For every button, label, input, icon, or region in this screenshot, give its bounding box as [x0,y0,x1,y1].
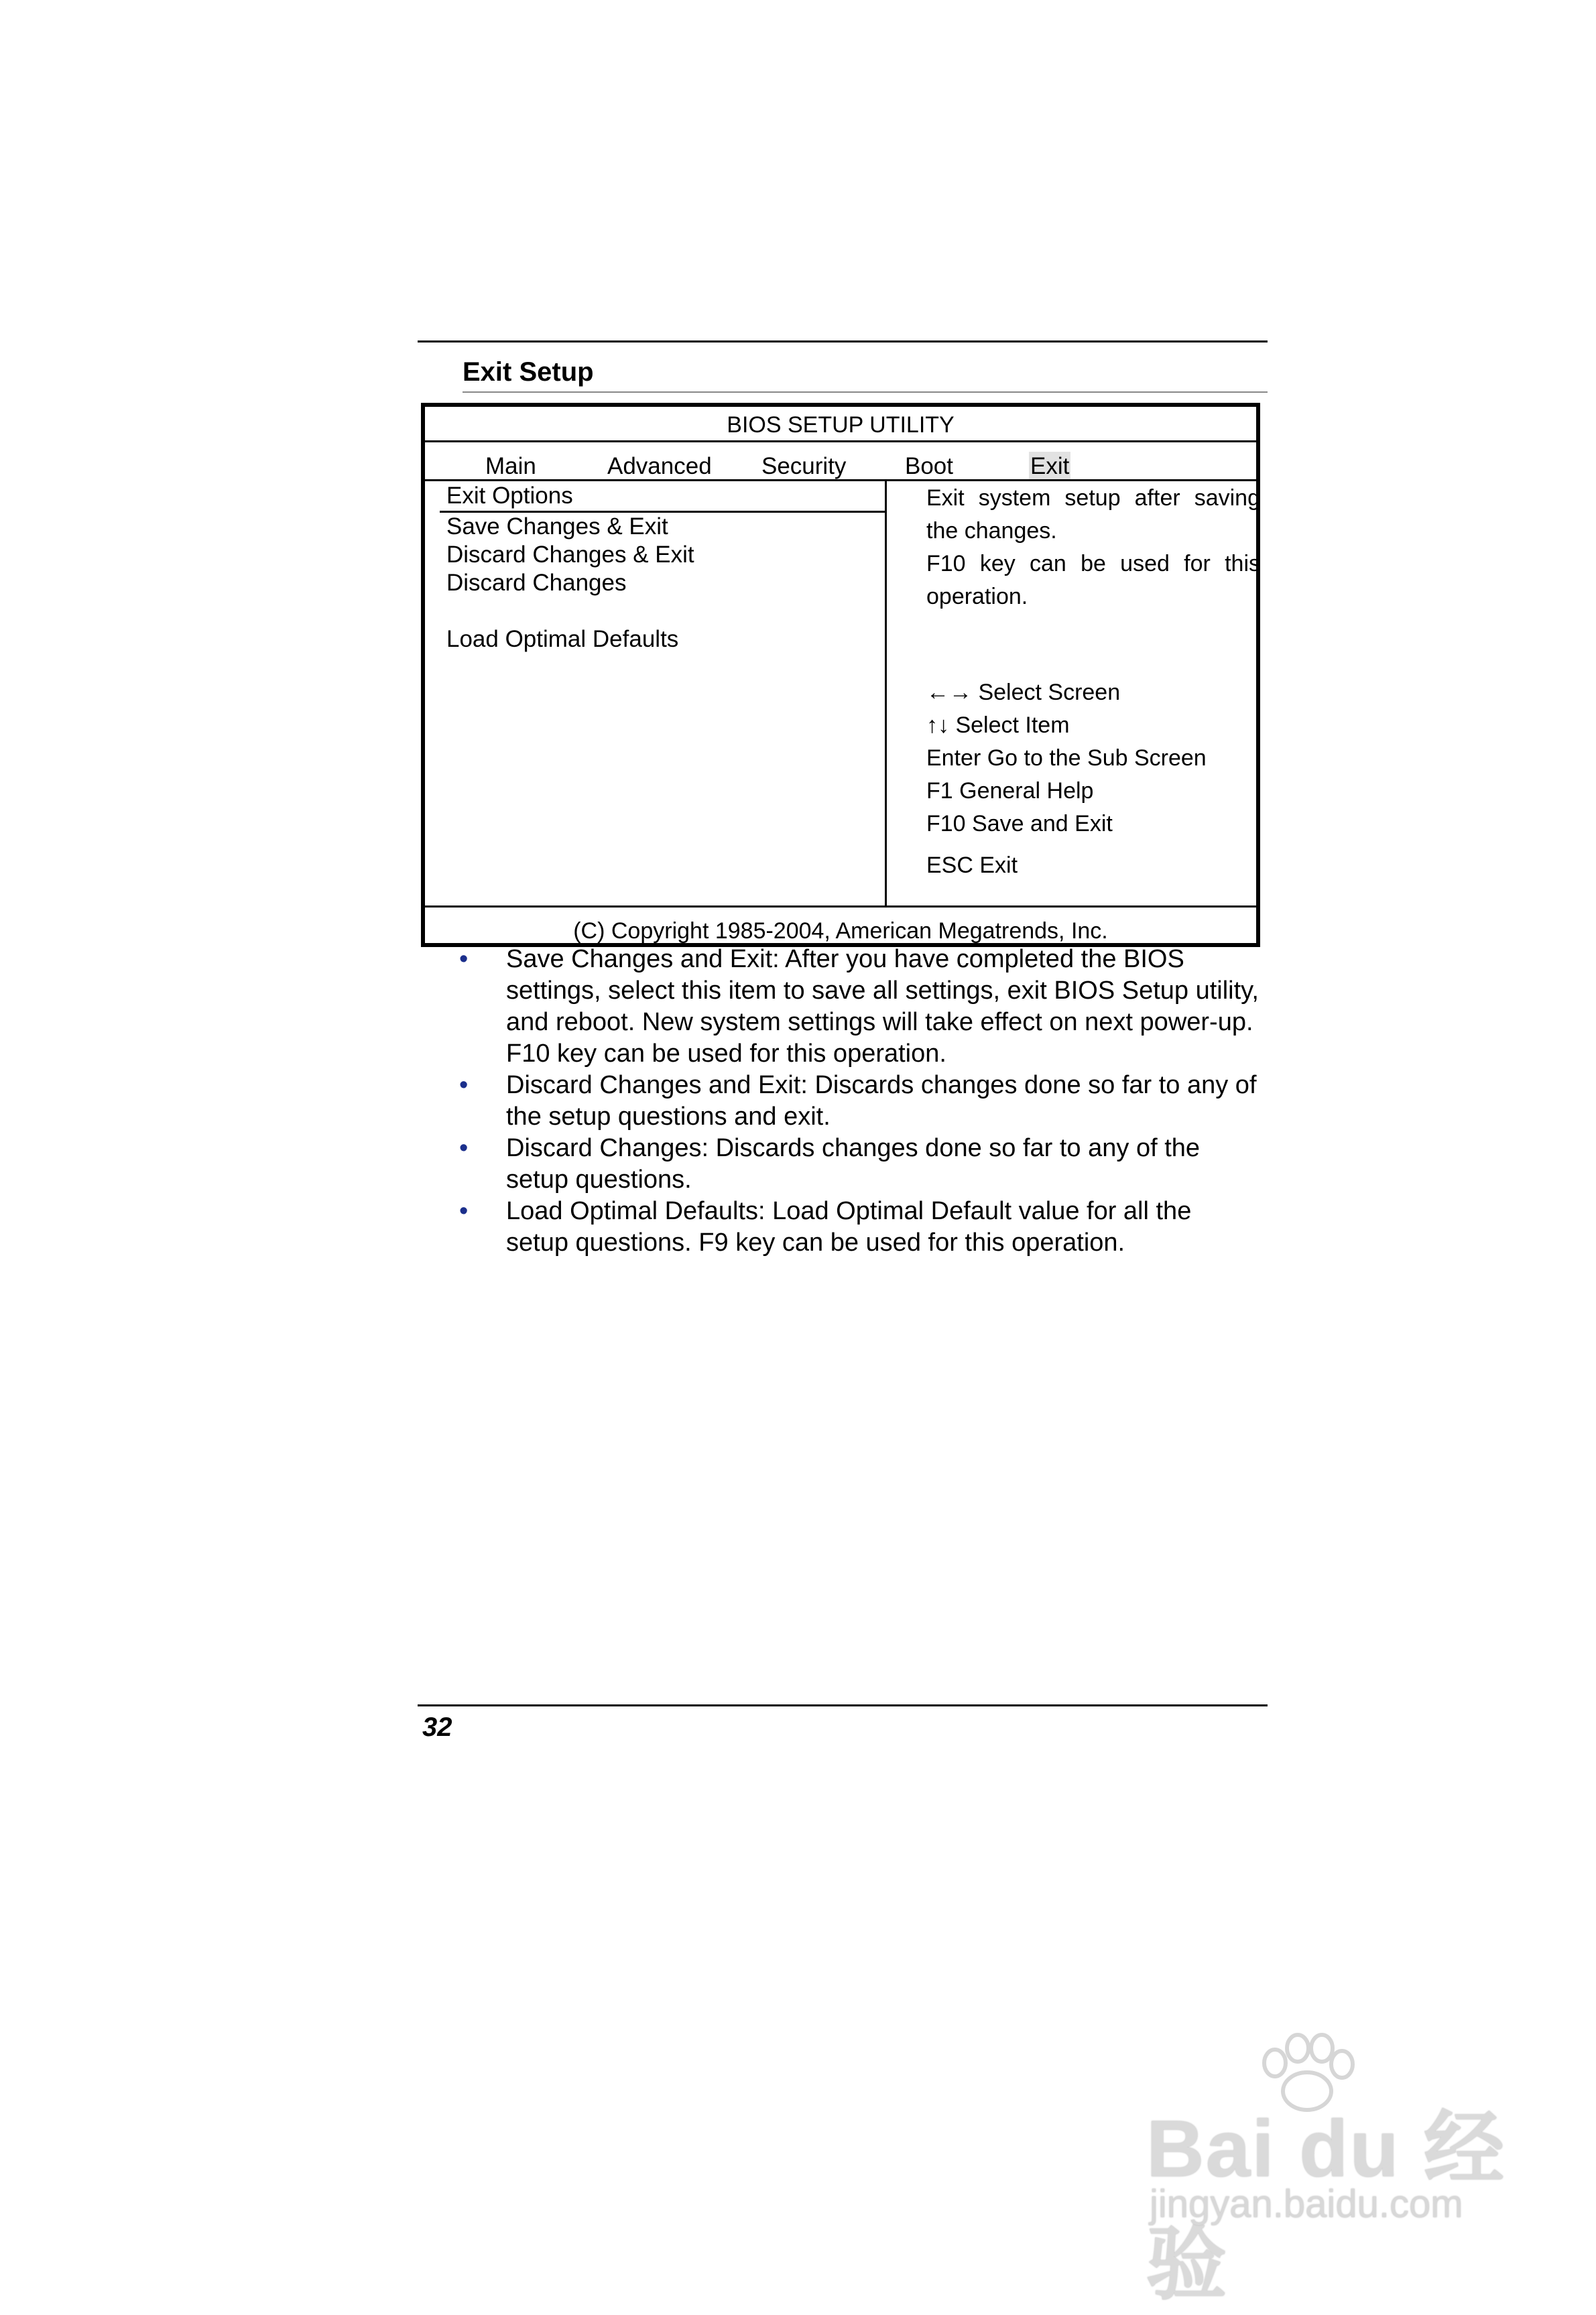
list-item-text: Load Optimal Defaults: Load Optimal Default value for all the setup questions. F9 key can be used for this operation. [506,1197,1192,1257]
watermark-brand: Bai du 经验 [1146,2104,1506,2309]
page-number: 32 [422,1712,452,1742]
list-item [456,1133,1260,1196]
key-select-screen: ←→ Select Screen [926,680,1121,705]
list-item-text: Discard Changes and Exit: Discards changes done so far to any of the setup questions and exit. [506,1071,1257,1131]
bullet-icon: • [459,1134,469,1162]
exit-options-header: Exit Options [446,483,573,509]
key-select-item: ↑↓ Select Item [926,712,1070,738]
bottom-rule [418,1704,1268,1706]
section-title: Exit Setup [463,357,594,387]
tab-exit[interactable]: Exit [1029,452,1070,481]
list-item-text: Save Changes and Exit: After you have completed the BIOS settings, select this item to save all settings, exit BIOS Setup utility, and reboot. New system settings will take effect on next power-up. F10 key can be used for this operation. [506,945,1259,1068]
option-save-changes-exit[interactable]: Save Changes & Exit [446,513,668,540]
bullet-icon: • [459,1071,469,1099]
bullet-icon: • [459,945,469,973]
watermark [1140,2038,1515,2309]
title-underline [463,391,1268,393]
key-enter: Enter Go to the Sub Screen [926,745,1207,771]
tab-advanced[interactable]: Advanced [607,453,712,479]
key-f1: F1 General Help [926,778,1094,804]
panel-divider [885,481,887,905]
option-discard-changes-exit[interactable]: Discard Changes & Exit [446,542,694,568]
title-divider [425,440,1256,442]
option-discard-changes[interactable]: Discard Changes [446,570,627,596]
help-line: F10 key can be used for this operation. [926,551,1260,609]
key-f10: F10 Save and Exit [926,811,1113,836]
list-item [456,1070,1260,1133]
footer-divider [425,905,1256,908]
watermark-url: jingyan.baidu.com [1150,2182,1463,2226]
bios-screen [421,403,1260,947]
help-text [926,482,1260,613]
tab-security[interactable]: Security [761,453,847,479]
copyright: (C) Copyright 1985-2004, American Megatrends, Inc. [573,918,1108,944]
list-item-text: Discard Changes: Discards changes done so far to any of the setup questions. [506,1134,1201,1194]
list-item [456,1196,1260,1259]
description-list [456,944,1260,1259]
top-rule [418,340,1268,342]
tab-boot[interactable]: Boot [905,453,953,479]
bullet-icon: • [459,1197,469,1225]
tab-main[interactable]: Main [485,453,536,479]
help-line: Exit system setup after saving the changes. [926,485,1260,544]
key-esc: ESC Exit [926,853,1018,878]
option-load-optimal-defaults[interactable]: Load Optimal Defaults [446,626,679,652]
bios-title: BIOS SETUP UTILITY [727,412,955,438]
list-item [456,944,1260,1070]
